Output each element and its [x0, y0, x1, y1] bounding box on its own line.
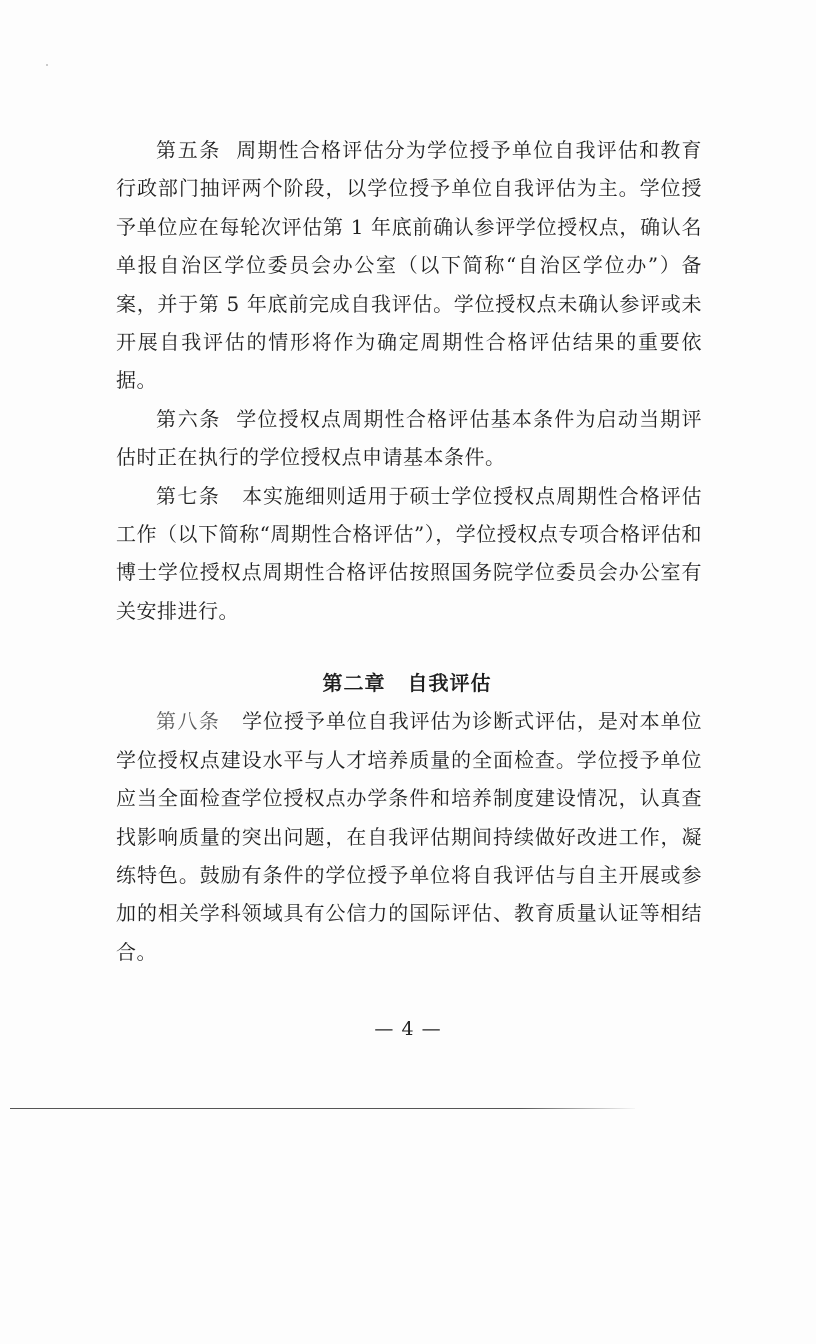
article-7 — [116, 477, 702, 631]
article-label: 第五条 — [156, 138, 222, 162]
article-label: 第七条 — [156, 483, 221, 508]
chapter-title: 自我评估 — [407, 671, 492, 696]
article-6 — [116, 400, 702, 477]
article-label: 第六条 — [156, 406, 222, 431]
scan-edge-fade — [520, 1107, 640, 1110]
scan-speck — [46, 64, 48, 66]
article-text: 学位授予单位自我评估为诊断式评估，是对本单位学位授权点建设水平与人才培养质量的全面检查。学位授予单位应当全面检查学位授权点办学条件和培养制度建设情况，认真查找影响质量的突出问题，在自我评估期间持续做好改进工作，凝练特色。鼓励有条件的学位授予单位将自我评估与自主开展或参加的相关学科领域具有公信力的国际评估、教育质量认证等相结合。 — [116, 709, 703, 964]
article-label: 第八条 — [156, 709, 221, 734]
article-5 — [116, 131, 702, 400]
chapter-heading — [116, 664, 702, 702]
document-body — [116, 131, 702, 971]
page-number: — 4 — — [374, 1018, 442, 1040]
article-text: 本实施细则适用于硕士学位授权点周期性合格评估工作（以下简称“周期性合格评估”），学位授权点专项合格评估和博士学位授权点周期性合格评估按照国务院学位委员会办公室有关安排进行。 — [116, 483, 703, 623]
article-text: 学位授权点周期性合格评估基本条件为启动当期评估时正在执行的学位授权点申请基本条件。 — [116, 406, 702, 470]
article-8 — [116, 702, 702, 971]
chapter-number: 第二章 — [322, 671, 386, 696]
article-text: 周期性合格评估分为学位授予单位自我评估和教育行政部门抽评两个阶段，以学位授予单位自我评估为主。学位授予单位应在每轮次评估第 1 年底前确认参评学位授权点，确认名单报自治区学位委员会办公室（以下简称“自治区学位办”）备案，并于第 5 年底前完成自我评估。学位授权点未确认参评或未开展自我评估的情形将作为确定周期性合格评估结果的重要依据。 — [116, 138, 702, 393]
